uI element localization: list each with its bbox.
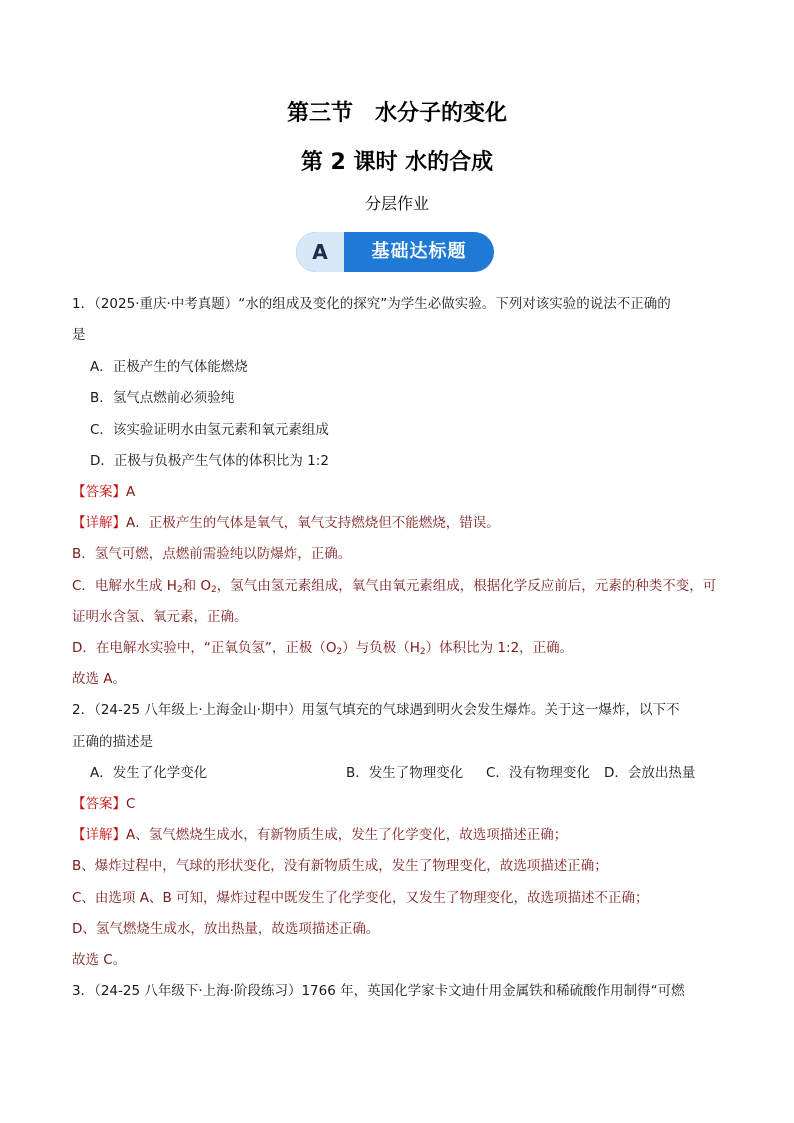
section-title: 第三节 水分子的变化 (286, 101, 507, 126)
q3-stem-line1: 3．（24-25 八年级下·上海·阶段练习）1766 年，英国化学家卡文迪什用金属铁和稀硫酸作用制得“可燃 (72, 983, 685, 999)
q1-detail-d-sub1: 2 (336, 647, 343, 657)
q1-detail-d-mid: ）与负极（H (342, 640, 420, 656)
q1-option-c: C．该实验证明水由氢元素和氧元素组成 (90, 422, 329, 438)
q2-conclusion: 故选 C。 (72, 952, 127, 968)
q2-option-b: B．发生了物理变化 (346, 765, 464, 781)
q2-detail-a (72, 825, 732, 845)
q1-stem-line2: 是 (72, 327, 86, 343)
q2-answer-tag: 【答案】 (72, 796, 126, 812)
q2-stem-line1: 2．（24-25 八年级上·上海金山·期中）用氢气填充的气球遇到明火会发生爆炸。关于这一爆炸，以下不 (72, 702, 680, 718)
q1-detail-c1-post: ，氢气由氢元素组成，氧气由氧元素组成，根据化学反应前后，元素的种类不变，可 (216, 578, 717, 594)
level-badge (296, 232, 494, 272)
q1-answer-value: A (126, 484, 136, 500)
q2-detail-b: B、爆炸过程中，气球的形状变化，没有新物质生成，发生了物理变化，故选项描述正确； (72, 858, 608, 874)
q1-answer (72, 482, 732, 502)
q1-detail-d-sub2: 2 (419, 647, 426, 657)
q1-answer-tag: 【答案】 (72, 484, 126, 500)
lesson-title: 第 2 课时 水的合成 (300, 150, 494, 175)
q2-detail-tag: 【详解】 (72, 827, 126, 843)
q2-detail-c: C、由选项 A、B 可知，爆炸过程中既发生了化学变化，又发生了物理变化，故选项描述不正确； (72, 890, 649, 906)
q1-option-d: D．正极与负极产生气体的体积比为 1:2 (90, 453, 329, 469)
q2-option-a: A．发生了化学变化 (90, 765, 208, 781)
q2-detail-a-text: A、氢气燃烧生成水，有新物质生成，发生了化学变化，故选项描述正确； (126, 827, 568, 843)
level-badge-letter: A (296, 232, 344, 272)
q2-options (90, 763, 750, 783)
q1-detail-d-post: ）体积比为 1:2，正确。 (425, 640, 574, 656)
q1-detail-tag: 【详解】 (72, 515, 126, 531)
q1-detail-d (72, 638, 732, 662)
q2-option-c: C．没有物理变化 (486, 765, 590, 781)
q2-option-d: D．会放出热量 (604, 765, 696, 781)
q1-detail-c2: 证明水含氢、氧元素，正确。 (72, 609, 248, 625)
q2-detail-d: D、氢气燃烧生成水，放出热量，故选项描述正确。 (72, 921, 380, 937)
q1-detail-c1-sub2: 2 (211, 585, 217, 595)
q1-detail-c1-sub1: 2 (176, 585, 183, 595)
q2-answer (72, 794, 732, 814)
q1-detail-d-pre: D．在电解水实验中，“正氧负氢”，正极（O (72, 640, 337, 656)
q1-detail-a-text: A．正极产生的气体是氧气，氧气支持燃烧但不能燃烧，错误。 (126, 515, 500, 531)
q1-stem-line1: 1．（2025·重庆·中考真题）“水的组成及变化的探究”为学生必做实验。下列对该实验的说法不正确的 (72, 296, 671, 312)
q2-answer-value: C (126, 796, 136, 812)
q2-stem-line2: 正确的描述是 (72, 734, 153, 750)
q1-detail-a (72, 513, 732, 533)
q1-conclusion: 故选 A。 (72, 671, 127, 687)
q1-option-b: B．氢气点燃前必须验纯 (90, 390, 235, 406)
q1-detail-c1-mid: 和 O (182, 578, 212, 594)
q1-detail-c1-pre: C．电解水生成 H (72, 578, 177, 594)
level-badge-label: 基础达标题 (371, 241, 467, 262)
q1-detail-b: B．氢气可燃，点燃前需验纯以防爆炸，正确。 (72, 546, 352, 562)
q1-detail-c1 (72, 576, 732, 600)
q1-option-a: A．正极产生的气体能燃烧 (90, 359, 248, 375)
subtitle: 分层作业 (364, 194, 429, 213)
